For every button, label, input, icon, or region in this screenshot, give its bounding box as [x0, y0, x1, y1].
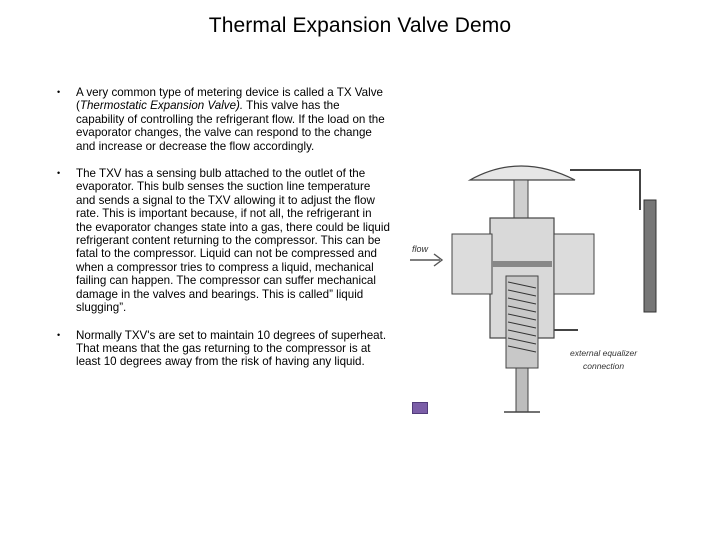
flow-arrow: [410, 254, 442, 266]
diaphragm-dome: [470, 166, 575, 180]
bullet-dot: •: [57, 168, 61, 179]
txv-diagram-svg: [400, 160, 660, 440]
bullet-item: [45, 86, 390, 153]
page-title: Thermal Expansion Valve Demo: [208, 14, 512, 37]
bullet-text: A very common type of metering device is called a TX Valve (Thermostatic Expansion Valve). This valve has the capability of controlling the refrigerant flow. If the load on the evaporator changes, the valve can respond to the change and increase or decrease the flow accordingly.: [76, 86, 385, 153]
bullet-text: The TXV has a sensing bulb attached to the outlet of the evaporator. This bulb senses the suction line temperature and sends a signal to the TXV allowing it to adjust the flow rate. This is important because, if not all, the refrigerant in the evaporator changes state into a gas, there could be liquid refrigerant content returning to the compressor. This can be fatal to the compressor. Liquid can not be compressed and when a compressor tries to compress a liquid, mechanical failing can happen. The compressor can suffer mechanical damage in the valves and bearings. This is called” liquid slugging”.: [76, 167, 390, 315]
spring-housing: [506, 276, 538, 368]
bullet-text: Normally TXV's are set to maintain 10 degrees of superheat. That means that the gas returning to the compressor is at least 10 degrees away from the risk of having any liquid.: [76, 328, 387, 369]
bullet-dot: •: [57, 329, 61, 340]
capillary-tube: [570, 170, 640, 210]
valve-stem: [514, 180, 528, 220]
equalizer-label-1: external equalizer: [570, 348, 638, 358]
txv-diagram: [400, 160, 660, 440]
sensing-bulb: [644, 200, 656, 312]
adjusting-screw: [516, 368, 528, 412]
media-icon[interactable]: [412, 402, 428, 414]
bullet-item: [45, 167, 390, 314]
bullet-list: [45, 86, 390, 383]
outlet-port: [554, 234, 594, 294]
inlet-port: [452, 234, 492, 294]
equalizer-label-2: connection: [583, 361, 625, 371]
bullet-dot: •: [57, 87, 61, 97]
bullet-item: [45, 329, 390, 369]
flow-label: flow: [412, 244, 429, 254]
